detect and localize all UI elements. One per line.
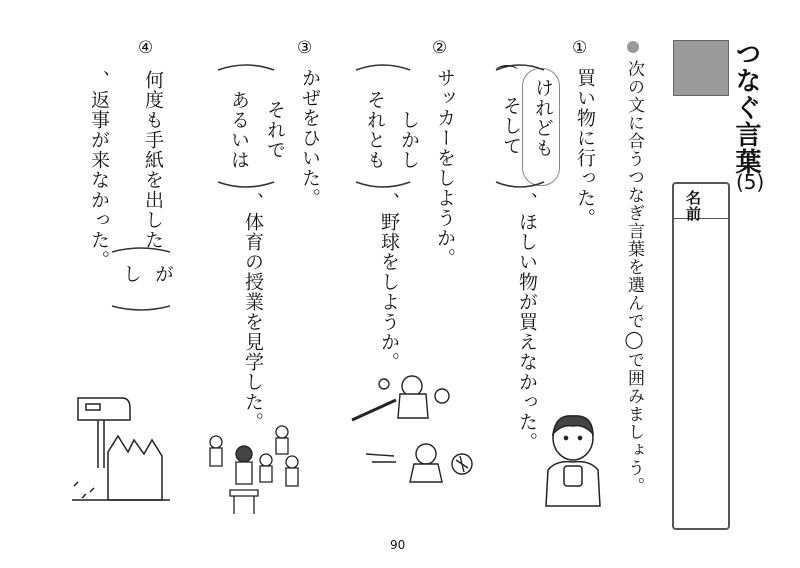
question-number: ② [432,38,448,58]
choice-option[interactable]: し [120,264,142,284]
question-line1: 何度も手紙を出した [142,70,164,250]
choice-option[interactable]: そして [500,96,522,156]
name-label: 名前 [684,190,702,222]
question-line2: 、野球をしようか。 [378,192,400,372]
choice-option[interactable]: が [152,264,174,284]
choice-option[interactable]: あるいは [228,90,250,170]
question-line2: 、体育の授業を見学した。 [242,192,264,432]
answer-bracket: ⌒ [496,65,519,90]
question-number: ④ [138,38,154,58]
worksheet-title: つなぐ言葉 [731,40,761,175]
boy-eating-icon [536,408,610,508]
choice-option[interactable]: それで [264,100,286,160]
question-number: ① [572,38,588,58]
baseball-soccer-icon [344,372,484,494]
unit-number: (5) [736,170,765,194]
choice-option[interactable]: けれども [532,78,554,158]
choice-option[interactable]: しかし [398,110,420,170]
question-line1: サッカーをしようか。 [434,68,456,268]
mailbox-fence-icon [72,390,172,510]
children-exercise-icon [200,424,310,520]
question-line1: 買い物に行った。 [574,68,596,228]
instruction-text: 次の文に合うつなぎ言葉を選んで◯で囲みましょう。 [624,60,644,495]
question-line1: かぜをひいた。 [299,68,321,208]
question-number: ③ [297,38,313,58]
question-line2: 、返事が来なかった。 [88,70,110,270]
question-line2: 、ほしい物が買えなかった。 [516,192,538,452]
page-number: 90 [390,538,406,552]
choice-option[interactable]: それとも [364,90,386,170]
